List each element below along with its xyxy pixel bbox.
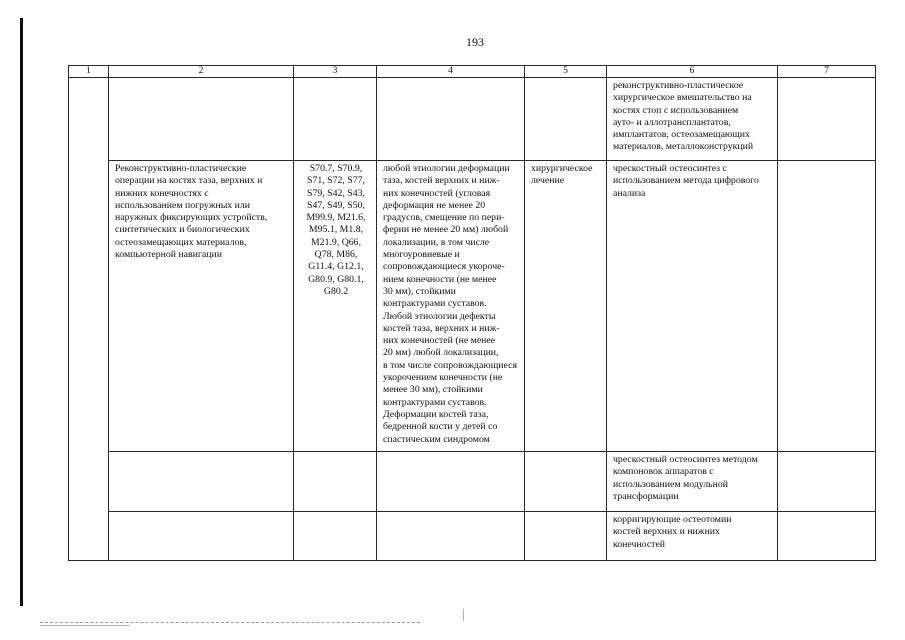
- text-line: локализации, в том числе: [383, 236, 490, 248]
- header-row: [69, 66, 876, 78]
- text-line: Q78, M86,: [314, 249, 358, 261]
- text-line: наружных фиксирующих устройств,: [115, 212, 268, 224]
- text-line: 20 мм) любой локализации,: [383, 347, 499, 359]
- cell-r2-method: [607, 161, 778, 452]
- text-line: деформация не менее 20: [383, 199, 486, 211]
- cell-r1-c2: [109, 78, 294, 161]
- text-line: ферии не менее 20 мм) любой: [383, 224, 509, 236]
- cell-r1-method: [607, 78, 778, 161]
- text-line: компоновок аппаратов с: [613, 466, 714, 478]
- cell-r3-c4: [377, 452, 525, 512]
- text-line: чрескостный остеосинтез методом: [613, 454, 758, 465]
- table-row: [69, 78, 876, 161]
- cell-r2-procedure-name: [109, 161, 294, 452]
- text-line: менее 30 мм), стойкими: [383, 384, 483, 396]
- header-col-1: 1: [69, 66, 109, 78]
- text-line: таза, костей верхних и ниж-: [383, 175, 500, 187]
- text-line: имплантатов, остеозамещающих: [613, 129, 750, 141]
- cell-r3-c7: [778, 452, 876, 512]
- text-line: Любой этиологии дефекты: [383, 310, 496, 322]
- text-line: укорочением конечности (не: [383, 372, 503, 384]
- scan-artifact-line: [40, 622, 420, 623]
- text-line: бедренной кости у детей со: [383, 421, 498, 433]
- cell-r3-c3: [294, 452, 377, 512]
- text-line: спастическим синдромом: [383, 433, 490, 445]
- text-line: костях стоп с использованием: [613, 104, 739, 116]
- scan-margin-bar: [20, 18, 23, 606]
- text-line: чрескостный остеосинтез с: [613, 163, 727, 174]
- text-line: использованием метода цифрового: [613, 175, 759, 187]
- scan-artifact-mark: [463, 609, 464, 621]
- text-line: M21.9, Q66,: [310, 236, 362, 248]
- table-row: [69, 452, 876, 512]
- text-line: Реконструктивно-пластические: [115, 163, 247, 174]
- cell-r4-method: [607, 512, 778, 561]
- table-body: [69, 78, 876, 561]
- text-line: костей верхних и нижних: [613, 526, 720, 538]
- text-line: G80.9, G80.1,: [308, 273, 364, 285]
- text-line: использованием модульной: [613, 478, 729, 490]
- text-line: Деформации костей таза,: [383, 408, 489, 420]
- cell-r2-icd-codes: [294, 161, 377, 452]
- header-col-7: 7: [778, 66, 876, 78]
- text-line: трансформации: [613, 490, 679, 502]
- scan-artifact-line: [40, 625, 130, 626]
- cell-r1-c3: [294, 78, 377, 161]
- text-line: любой этиологии деформации: [383, 163, 510, 174]
- text-line: 30 мм), стойкими: [383, 285, 456, 297]
- text-line: нием конечности (не менее: [383, 273, 497, 285]
- text-line: S70.7, S70.9,: [309, 163, 363, 174]
- cell-r2-c7: [778, 161, 876, 452]
- cell-r4-c3: [294, 512, 377, 561]
- text-line: использованием погружных или: [115, 199, 251, 211]
- text-line: реконструктивно-пластическое: [613, 80, 744, 91]
- header-col-2: 2: [109, 66, 294, 78]
- table-header: [69, 66, 876, 78]
- text-line: хирургическое: [531, 163, 593, 174]
- text-line: сопровождающиеся укороче-: [383, 261, 505, 273]
- text-line: S47, S49, S50,: [307, 199, 365, 211]
- text-line: них конечностей (угловая: [383, 187, 491, 199]
- col1-merged-cell: [69, 78, 109, 561]
- text-line: материалов, металлоконструкций: [613, 141, 754, 153]
- cell-r2-patient-model: [377, 161, 525, 452]
- text-line: них конечностей (не менее: [383, 335, 496, 347]
- text-line: градусов, смещение по пери-: [383, 212, 505, 224]
- cell-r4-c4: [377, 512, 525, 561]
- text-line: операции на костях таза, верхних и: [115, 175, 263, 187]
- text-line: контрактурами суставов.: [383, 298, 487, 310]
- page-number: 193: [466, 35, 484, 49]
- text-line: остеозамещающих материалов,: [115, 236, 247, 248]
- header-col-3: 3: [294, 66, 377, 78]
- text-line: ауто- и аллотрансплантатов,: [613, 116, 731, 128]
- medical-procedures-table: [68, 65, 876, 561]
- header-col-6: 6: [607, 66, 778, 78]
- header-col-4: 4: [377, 66, 525, 78]
- text-line: конечностей: [613, 538, 666, 550]
- cell-r1-c4: [377, 78, 525, 161]
- cell-r4-c7: [778, 512, 876, 561]
- cell-r3-method: [607, 452, 778, 512]
- cell-r1-c7: [778, 78, 876, 161]
- cell-r2-treatment-type: [525, 161, 607, 452]
- text-line: G11.4, G12.1,: [308, 261, 364, 273]
- text-line: костей таза, верхних и ниж-: [383, 322, 500, 334]
- text-line: многоуровневые и: [383, 249, 460, 261]
- text-line: синтетических и биологических: [115, 224, 250, 236]
- cell-r3-c5: [525, 452, 607, 512]
- text-line: хирургическое вмешательство на: [613, 92, 752, 104]
- cell-r3-c2: [109, 452, 294, 512]
- table-row: [69, 512, 876, 561]
- text-line: M99.9, M21.6,: [306, 212, 366, 224]
- text-line: S79, S42, S43,: [307, 187, 365, 199]
- text-line: контрактурами суставов.: [383, 396, 487, 408]
- text-line: лечение: [531, 175, 565, 187]
- cell-r1-c5: [525, 78, 607, 161]
- table-row: [69, 161, 876, 452]
- text-line: компьютерной навигации: [115, 249, 222, 261]
- text-line: G80.2: [323, 285, 349, 297]
- text-line: S71, S72, S77,: [307, 175, 365, 187]
- header-col-5: 5: [525, 66, 607, 78]
- text-line: в том числе сопровождающиеся: [383, 359, 517, 371]
- cell-r4-c5: [525, 512, 607, 561]
- cell-r4-c2: [109, 512, 294, 561]
- text-line: M95.1, M1.8,: [308, 224, 364, 236]
- text-line: анализа: [613, 187, 646, 199]
- text-line: корригирующие остеотомии: [613, 514, 732, 525]
- text-line: нижних конечностях с: [115, 187, 209, 199]
